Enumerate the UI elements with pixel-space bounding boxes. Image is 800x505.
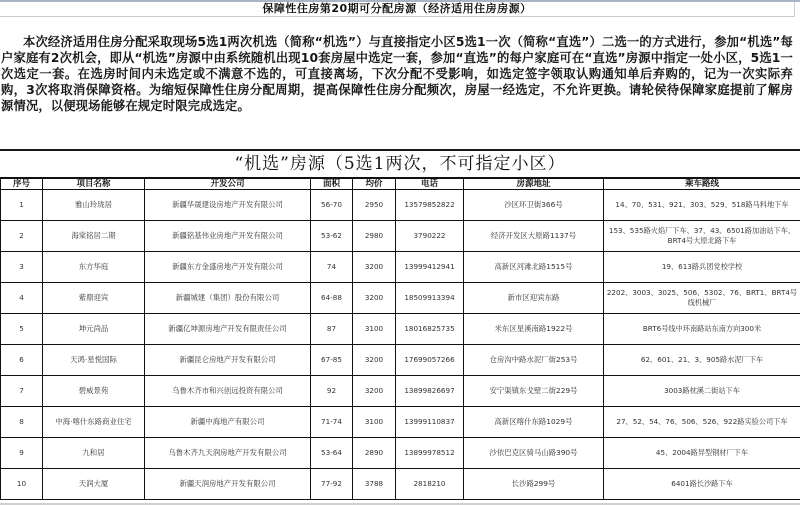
col-header-no: 序号 bbox=[1, 178, 43, 190]
cell-project: 坤元尚品 bbox=[43, 314, 145, 345]
cell-area: 67-85 bbox=[311, 345, 353, 376]
cell-area: 77-92 bbox=[311, 469, 353, 500]
section-header bbox=[0, 149, 800, 178]
cell-project: 天润大厦 bbox=[43, 469, 145, 500]
page-title: 保障性住房第20期可分配房源（经济适用住房房源） bbox=[0, 2, 795, 17]
table-row bbox=[1, 314, 800, 345]
cell-address: 长沙路299号 bbox=[464, 469, 604, 500]
cell-phone: 13579852822 bbox=[396, 190, 464, 221]
cell-no: 5 bbox=[1, 314, 43, 345]
cell-area: 64-88 bbox=[311, 283, 353, 314]
cell-phone: 2818210 bbox=[396, 469, 464, 500]
cell-address: 仓房沟中路水泥厂街253号 bbox=[464, 345, 604, 376]
cell-area: 71-74 bbox=[311, 407, 353, 438]
cell-no: 3 bbox=[1, 252, 43, 283]
cell-price: 3200 bbox=[353, 345, 396, 376]
cell-area: 56-70 bbox=[311, 190, 353, 221]
cell-developer: 新疆铭基伟业房地产开发有限公司 bbox=[145, 221, 311, 252]
cell-route: 153、535路火焰厂下车、37、43、6501路加油站下车、BRT4号大原北路下车 bbox=[604, 221, 800, 252]
cell-address: 沙依巴克区骑马山路390号 bbox=[464, 438, 604, 469]
cell-price: 3100 bbox=[353, 314, 396, 345]
cell-phone: 13999110837 bbox=[396, 407, 464, 438]
cell-developer: 新疆城建（集团）股份有限公司 bbox=[145, 283, 311, 314]
cell-developer: 新疆昆仑房地产开发有限公司 bbox=[145, 345, 311, 376]
cell-developer: 新疆东方金盛房地产开发有限公司 bbox=[145, 252, 311, 283]
cell-area: 87 bbox=[311, 314, 353, 345]
cell-phone: 13999412941 bbox=[396, 252, 464, 283]
table-row bbox=[1, 221, 800, 252]
cell-phone: 18509913394 bbox=[396, 283, 464, 314]
cell-no: 9 bbox=[1, 438, 43, 469]
cell-phone: 18016825735 bbox=[396, 314, 464, 345]
cell-no: 8 bbox=[1, 407, 43, 438]
cell-developer: 乌鲁木齐市和兴创远投资有限公司 bbox=[145, 376, 311, 407]
cell-developer: 乌鲁木齐九天润房地产开发有限公司 bbox=[145, 438, 311, 469]
cell-area: 92 bbox=[311, 376, 353, 407]
cell-price: 2950 bbox=[353, 190, 396, 221]
cell-route: 27、52、54、76、506、526、922路实验公司下车 bbox=[604, 407, 800, 438]
cell-phone: 17699057266 bbox=[396, 345, 464, 376]
cell-project: 中海·喀什东路商业住宅 bbox=[43, 407, 145, 438]
cell-area: 74 bbox=[311, 252, 353, 283]
housing-table bbox=[0, 177, 800, 500]
col-header-price: 均价 bbox=[353, 178, 396, 190]
cell-address: 米东区星溪南路1922号 bbox=[464, 314, 604, 345]
cell-phone: 13899978512 bbox=[396, 438, 464, 469]
table-row bbox=[1, 345, 800, 376]
table-row bbox=[1, 252, 800, 283]
cell-route: BRT6号线中环南路站东南方向300米 bbox=[604, 314, 800, 345]
cell-address: 高新区喀什东路1029号 bbox=[464, 407, 604, 438]
table-row bbox=[1, 283, 800, 314]
cell-developer: 新疆华晟建设房地产开发有限公司 bbox=[145, 190, 311, 221]
cell-price: 2980 bbox=[353, 221, 396, 252]
cell-price: 3200 bbox=[353, 252, 396, 283]
table-row bbox=[1, 438, 800, 469]
cell-no: 2 bbox=[1, 221, 43, 252]
cell-route: 14、70、531、921、303、529、518路马料地下车 bbox=[604, 190, 800, 221]
cell-project: 天鸿·星悦国际 bbox=[43, 345, 145, 376]
cell-phone: 13899826697 bbox=[396, 376, 464, 407]
cell-price: 3100 bbox=[353, 407, 396, 438]
cell-area: 53-62 bbox=[311, 221, 353, 252]
table-header-row bbox=[1, 178, 800, 190]
cell-route: 19、613路兵团党校学校 bbox=[604, 252, 800, 283]
cell-address: 经济开发区大原路1137号 bbox=[464, 221, 604, 252]
cell-no: 10 bbox=[1, 469, 43, 500]
cell-project: 九和居 bbox=[43, 438, 145, 469]
col-header-address: 房源地址 bbox=[464, 178, 604, 190]
cell-price: 3200 bbox=[353, 376, 396, 407]
cell-project: 紫鼎迎宾 bbox=[43, 283, 145, 314]
cell-address: 安宁渠镇东戈壁二街229号 bbox=[464, 376, 604, 407]
cell-phone: 3790222 bbox=[396, 221, 464, 252]
cell-route: 2202、3003、3025、506、5302、76、BRT1、BRT4号线机械厂 bbox=[604, 283, 800, 314]
cell-route: 3003路枕溪二街站下车 bbox=[604, 376, 800, 407]
cell-project: 海棠铭居二期 bbox=[43, 221, 145, 252]
cell-developer: 新疆亿坤源房地产开发有限责任公司 bbox=[145, 314, 311, 345]
table-row bbox=[1, 376, 800, 407]
cell-no: 4 bbox=[1, 283, 43, 314]
cell-route: 45、2004路异型钢材厂下车 bbox=[604, 438, 800, 469]
cell-price: 2890 bbox=[353, 438, 396, 469]
cell-project: 雅山玲珑居 bbox=[43, 190, 145, 221]
cell-price: 3788 bbox=[353, 469, 396, 500]
intro-paragraph: 本次经济适用住房分配采取现场5选1两次机选（简称“机选”）与直接指定小区5选1一次（简称“直选”）二选一的方式进行，参加“机选”每户家庭有2次机会，即从“机选”房源中由系统随机出现10套房屋中选定一套，参加“直选”的每户家庭可在“直选”房源中指定一处小区，5选1一次选定一套。在选房时间内未选定或不满意不选的，可直接离场，下次分配不受影响，如选定签字领取认购通知单后弃购的，记为一次实际弃购，3次将取消保障资格。为缩短保障性住房分配周期，提高保障性住房分配频次，房屋一经选定，不允许更换。请轮侯待保障家庭提前了解房源情况，以便现场能够在规定时限完成选定。 bbox=[1, 35, 793, 113]
col-header-route: 乘车路线 bbox=[604, 178, 800, 190]
table-row bbox=[1, 407, 800, 438]
cell-address: 新市区迎宾东路 bbox=[464, 283, 604, 314]
cell-route: 62、601、21、3、905路水泥厂下车 bbox=[604, 345, 800, 376]
table-row bbox=[1, 469, 800, 500]
cell-area: 53-64 bbox=[311, 438, 353, 469]
col-header-area: 面积 bbox=[311, 178, 353, 190]
cell-address: 高新区河滩北路1515号 bbox=[464, 252, 604, 283]
cell-developer: 新疆天润房地产开发有限公司 bbox=[145, 469, 311, 500]
cell-project: 碧威景苑 bbox=[43, 376, 145, 407]
cell-project: 东方华庭 bbox=[43, 252, 145, 283]
table-row bbox=[1, 190, 800, 221]
cell-no: 7 bbox=[1, 376, 43, 407]
cell-address: 沙区环卫街366号 bbox=[464, 190, 604, 221]
section-title: “机选”房源（5选1两次，不可指定小区） bbox=[234, 154, 566, 174]
cell-developer: 新疆中海地产有限公司 bbox=[145, 407, 311, 438]
cell-route: 6401路长沙路下车 bbox=[604, 469, 800, 500]
cell-no: 6 bbox=[1, 345, 43, 376]
cell-price: 3200 bbox=[353, 283, 396, 314]
col-header-developer: 开发公司 bbox=[145, 178, 311, 190]
cell-no: 1 bbox=[1, 190, 43, 221]
col-header-phone: 电话 bbox=[396, 178, 464, 190]
col-header-project: 项目名称 bbox=[43, 178, 145, 190]
